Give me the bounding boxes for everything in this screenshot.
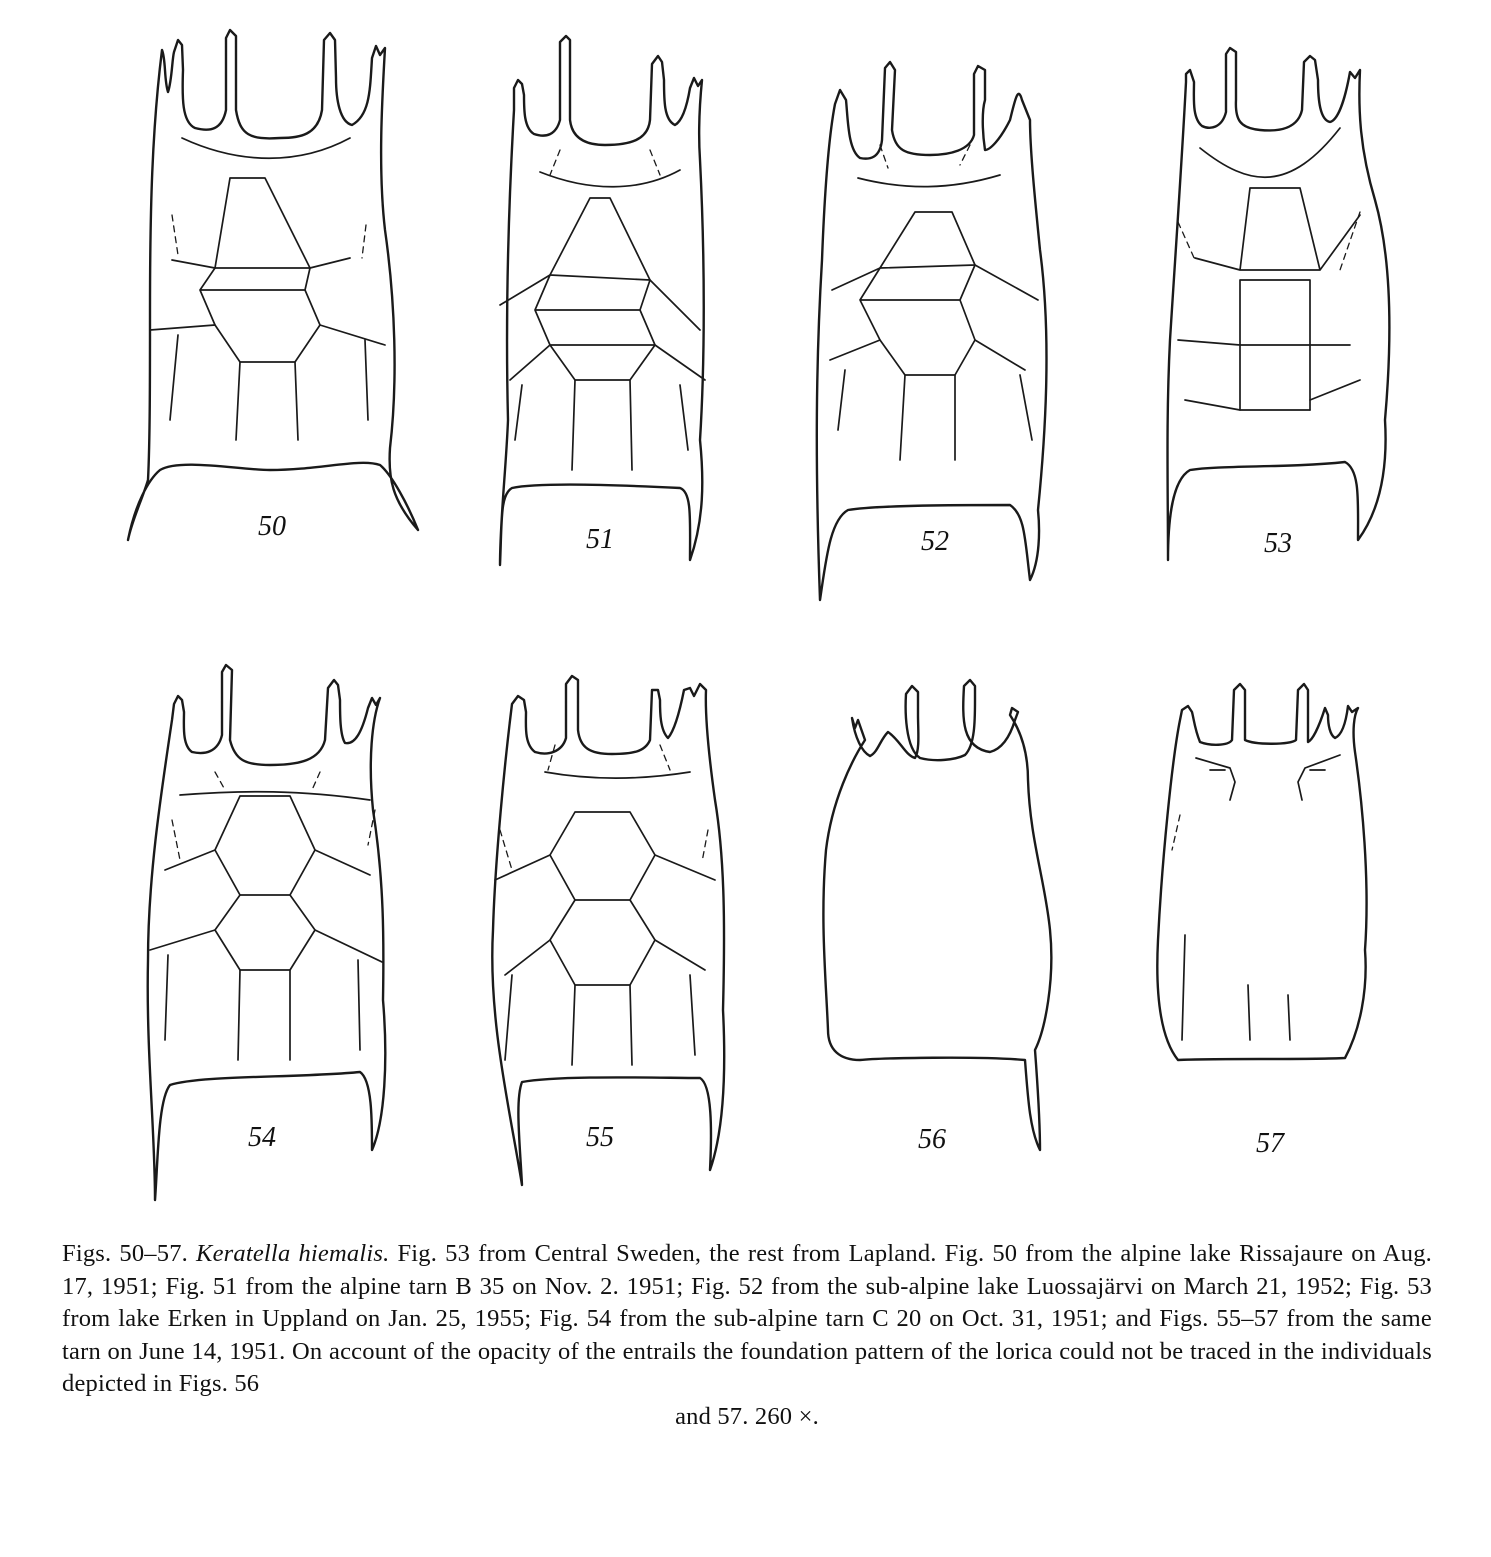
fig-56-lorica-outline bbox=[823, 680, 1051, 1150]
caption-species: Keratella hiemalis. bbox=[196, 1240, 390, 1267]
fig-55-label: 55 bbox=[586, 1122, 614, 1153]
fig-53-label: 53 bbox=[1264, 528, 1292, 559]
fig-55-lorica-outline bbox=[492, 676, 724, 1185]
fig-51-lorica-outline bbox=[500, 36, 704, 565]
figure-caption bbox=[62, 1238, 1432, 1433]
fig-52-drawing bbox=[817, 62, 1047, 600]
fig-56-label: 56 bbox=[918, 1124, 946, 1155]
fig-54-drawing bbox=[148, 665, 386, 1200]
caption-prefix: Figs. 50–57. bbox=[62, 1240, 197, 1267]
fig-51-drawing bbox=[500, 36, 705, 565]
fig-56-drawing bbox=[823, 680, 1051, 1155]
fig-57-label: 57 bbox=[1256, 1128, 1284, 1159]
fig-54-label: 54 bbox=[248, 1122, 276, 1153]
fig-52-lorica-outline bbox=[817, 62, 1047, 600]
fig-57-drawing bbox=[1157, 684, 1366, 1159]
fig-57-lorica-outline bbox=[1157, 684, 1366, 1060]
fig-50-lorica-outline bbox=[128, 30, 418, 540]
fig-54-lorica-outline bbox=[148, 665, 386, 1200]
caption-last-line: and 57. 260 ×. bbox=[675, 1402, 819, 1430]
fig-51-label: 51 bbox=[586, 524, 614, 555]
fig-52-label: 52 bbox=[921, 526, 949, 557]
fig-53-drawing bbox=[1168, 48, 1390, 560]
fig-53-lorica-outline bbox=[1168, 48, 1390, 560]
fig-50-drawing bbox=[128, 30, 418, 542]
fig-50-label: 50 bbox=[258, 511, 286, 542]
caption-body: Fig. 53 from Central Sweden, the rest from Lapland. Fig. 50 from the alpine lake Rissajaure on Aug. 17, 1951; Fig. 51 from the alpine tarn B 35 on Nov. 2. 1951; Fig. 52 from the sub-alpine lake Luossajärvi on March 21, 1952; Fig. 53 from lake Erken in Uppland on Jan. 25, 1955; Fig. 54 from the sub-alpine tarn C 20 on Oct. 31, 1951; and Figs. 55–57 from the same tarn on June 14, 1951. On account of the opacity of the entrails the foundation pattern of the lorica could not be traced in the individuals depicted in Figs. 56 bbox=[62, 1240, 1432, 1397]
fig-55-drawing bbox=[492, 676, 724, 1185]
